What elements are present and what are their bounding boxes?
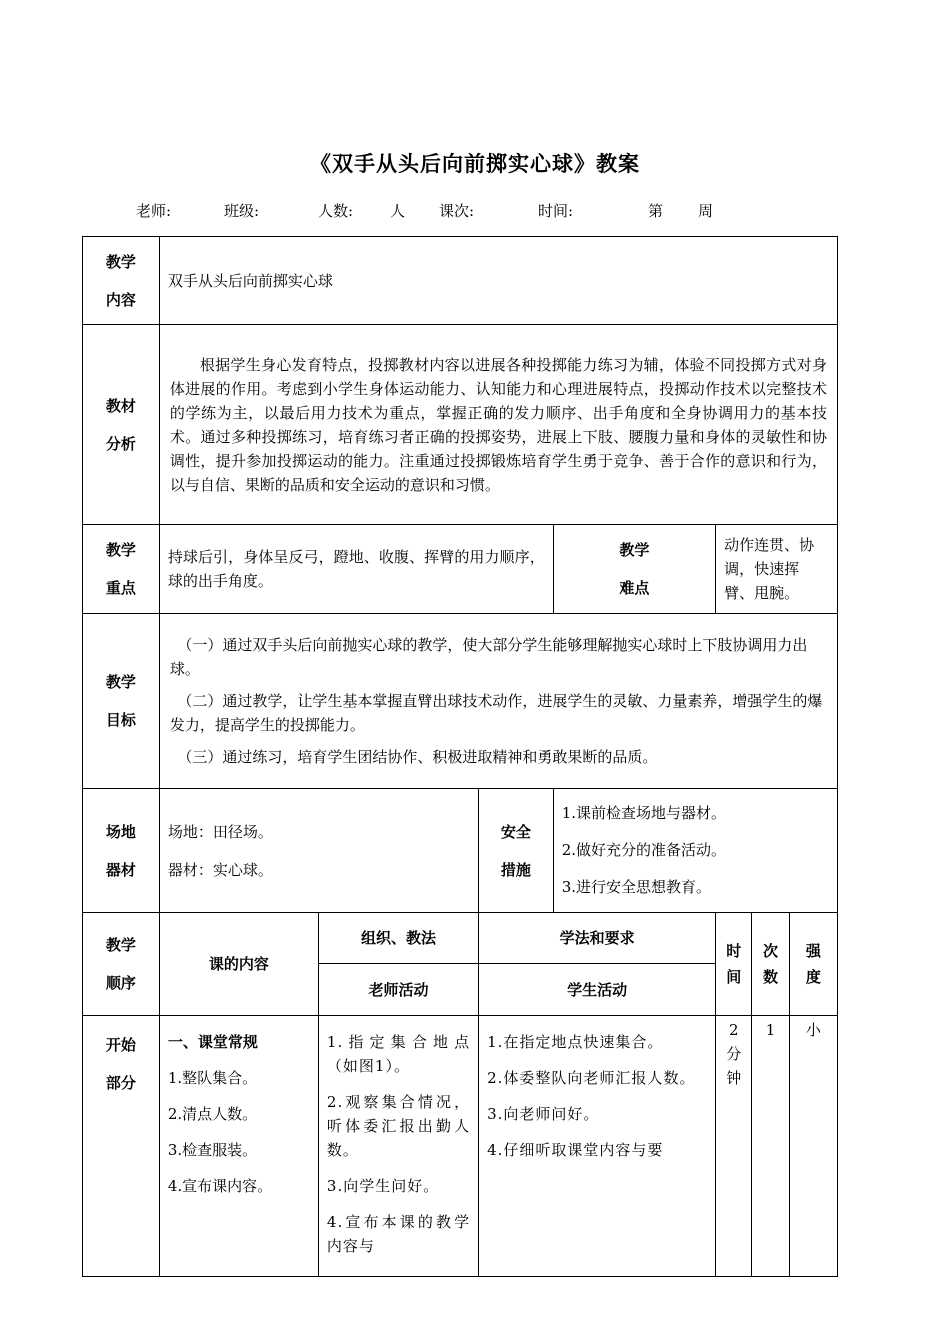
start-teacher-activity	[318, 1016, 478, 1277]
safety-list	[553, 789, 837, 913]
count-header: 次 数	[752, 913, 789, 1016]
intensity-header: 强 度	[789, 913, 837, 1016]
lesson-plan-table	[82, 236, 838, 1277]
difficulty-label: 教学 难点	[553, 525, 715, 614]
teacher-item: 2.观察集合情况，听体委汇报出勤人数。	[326, 1093, 471, 1159]
start-label: 开始 部分	[83, 1016, 160, 1277]
start-count: 1	[752, 1016, 789, 1277]
start-time: 2 分 钟	[716, 1016, 752, 1277]
lesson-label: 课次:	[439, 202, 475, 220]
analysis-label: 教材 分析	[83, 325, 160, 525]
teacher-item: 1.指定集合地点（如图1）。	[326, 1033, 471, 1075]
content-label: 教学 内容	[83, 237, 160, 325]
difficulty-text: 动作连贯、协调，快速挥臂、甩腕。	[716, 525, 838, 614]
org-header: 组织、教法	[318, 913, 478, 964]
key-text: 持球后引，身体呈反弓，蹬地、收腹、挥臂的用力顺序，球的出手角度。	[159, 525, 553, 614]
student-item: 4.仔细听取课堂内容与要	[487, 1141, 664, 1159]
student-activity-header: 学生活动	[479, 964, 716, 1016]
safety-label: 安全 措施	[479, 789, 554, 913]
row-content	[83, 237, 838, 325]
row-goals	[83, 614, 838, 789]
key-label: 教学 重点	[83, 525, 160, 614]
row-key-points	[83, 525, 838, 614]
people-label: 人数:	[318, 202, 354, 220]
student-item: 3.向老师问好。	[487, 1105, 600, 1123]
content-item: 4.宣布课内容。	[167, 1177, 273, 1195]
row-order-header-1	[83, 913, 838, 964]
start-intensity: 小	[789, 1016, 837, 1277]
week-zhou: 周	[698, 202, 714, 220]
student-item: 1.在指定地点快速集合。	[487, 1033, 664, 1051]
teacher-item: 3.向学生问好。	[326, 1177, 440, 1195]
safety-item: 3.进行安全思想教育。	[561, 878, 712, 896]
goals-list	[159, 614, 837, 789]
method-header: 学法和要求	[479, 913, 716, 964]
order-label: 教学 顺序	[83, 913, 160, 1016]
teacher-item: 4.宣布本课的教学内容与	[326, 1213, 471, 1255]
time-header: 时 间	[716, 913, 752, 1016]
goals-label: 教学 目标	[83, 614, 160, 789]
time-label: 时间:	[538, 202, 574, 220]
teacher-activity-header: 老师活动	[318, 964, 478, 1016]
content-text: 双手从头后向前掷实心球	[159, 237, 837, 325]
content-item: 2.清点人数。	[167, 1105, 258, 1123]
venue-label: 场地 器材	[83, 789, 160, 913]
content-item: 1.整队集合。	[167, 1069, 258, 1087]
venue-text	[159, 789, 478, 913]
content-title: 一、课堂常规	[167, 1033, 258, 1051]
start-content	[159, 1016, 318, 1277]
row-analysis	[83, 325, 838, 525]
row-venue	[83, 789, 838, 913]
lesson-content-header: 课的内容	[159, 913, 318, 1016]
content-item: 3.检查服装。	[167, 1141, 258, 1159]
people-unit: 人	[390, 202, 406, 220]
safety-item: 2.做好充分的准备活动。	[561, 841, 727, 859]
teacher-label: 老师:	[136, 202, 172, 220]
goal-item: （二）通过教学，让学生基本掌握直臂出球技术动作，进展学生的灵敏、力量素养，增强学生的爆发力，提高学生的投掷能力。	[169, 692, 823, 734]
equipment-text: 器材：实心球。	[167, 860, 273, 879]
class-label: 班级:	[224, 202, 260, 220]
start-student-activity	[479, 1016, 716, 1277]
goal-item: （一）通过双手头后向前抛实心球的教学，使大部分学生能够理解抛实心球时上下肢协调用力出球。	[169, 636, 808, 678]
site-text: 场地：田径场。	[167, 822, 273, 841]
week-di: 第	[648, 202, 664, 220]
student-item: 2.体委整队向老师汇报人数。	[487, 1069, 696, 1087]
document-title: 《双手从头后向前掷实心球》教案	[310, 151, 640, 176]
safety-item: 1.课前检查场地与器材。	[561, 804, 727, 822]
row-start-part	[83, 1016, 838, 1277]
analysis-text: 根据学生身心发育特点，投掷教材内容以进展各种投掷能力练习为辅，体验不同投掷方式对身体进展的作用。考虑到小学生身体运动能力、认知能力和心理进展特点，投掷动作技术以完整技术的学练为主，以最后用力技术为重点，掌握正确的发力顺序、出手角度和全身协调用力的基本技术。通过多种投掷练习，培育练习者正确的投掷姿势，进展上下肢、腰腹力量和身体的灵敏性和协调性，提升参加投掷运动的能力。注重通过投掷锻炼培育学生勇于竞争、善于合作的意识和行为，以与自信、果断的品质和安全运动的意识和习惯。	[159, 325, 837, 525]
goal-item: （三）通过练习，培育学生团结协作、积极进取精神和勇敢果断的品质。	[177, 748, 658, 766]
